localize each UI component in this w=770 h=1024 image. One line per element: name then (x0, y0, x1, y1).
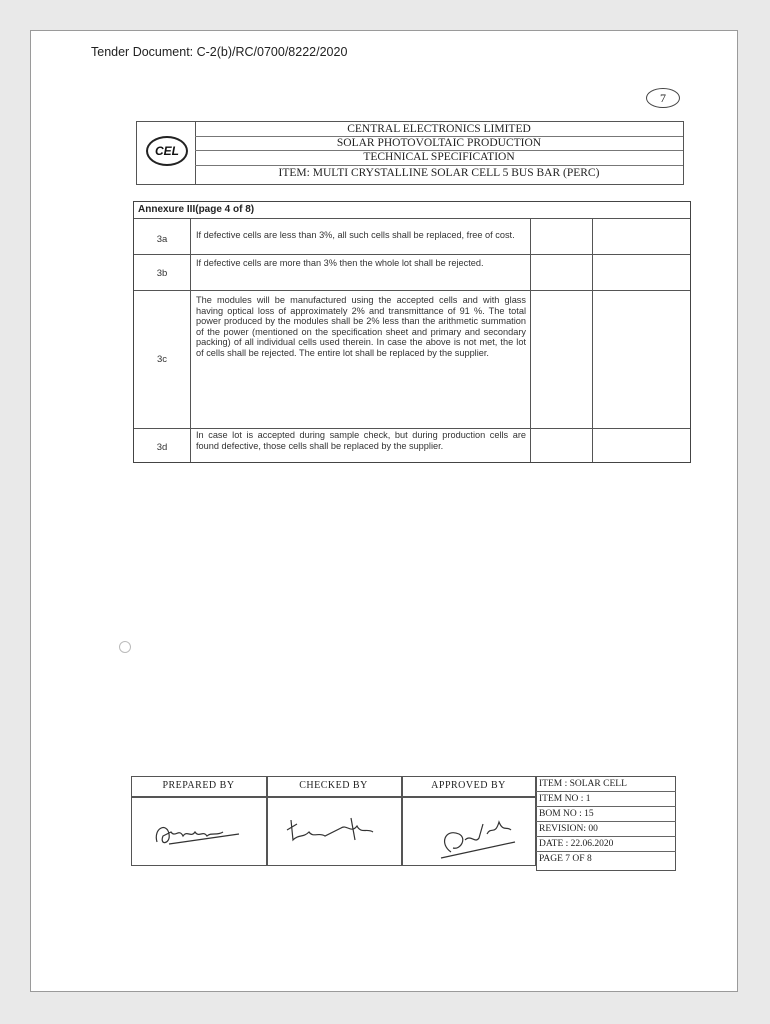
revision-number: REVISION: 00 (536, 822, 676, 837)
cel-logo: CEL (146, 136, 188, 166)
checked-by-label: CHECKED BY (299, 780, 368, 791)
signoff-block (131, 776, 676, 871)
punch-hole-mark (119, 641, 131, 653)
annexure-title: Annexure III(page 4 of 8) (138, 204, 255, 215)
row-text-3c: The modules will be manufactured using the accepted cells and with glass having optical loss of approximately 2% and transmittance of 91 %. The total power produced by the modules shall be 2% less than the arithmetic summation of the power (mentioned on the specification sheet and primary and secondary packing) of all individual cells used therein. In case the above is not met, the lot of cells shall be rejected. The entire lot shall be replaced by the supplier. (196, 295, 526, 358)
document-type: TECHNICAL SPECIFICATION (363, 151, 515, 163)
page-marker: 7 (646, 88, 680, 108)
document-date: DATE : 22.06.2020 (536, 837, 676, 852)
prepared-by-label: PREPARED BY (162, 780, 235, 791)
tender-reference: Tender Document: C-2(b)/RC/0700/8222/2020 (91, 45, 348, 59)
row-text-3b: If defective cells are more than 3% then the whole lot shall be rejected. (196, 258, 484, 268)
division-name: SOLAR PHOTOVOLTAIC PRODUCTION (336, 137, 542, 149)
row-text-3d: In case lot is accepted during sample check, but during production cells are found defective, those cells shall be replaced by the supplier. (196, 430, 526, 451)
checked-signature (281, 812, 391, 848)
row-text-3a: If defective cells are less than 3%, all such cells shall be replaced, free of cost. (196, 230, 515, 240)
company-name: CENTRAL ELECTRONICS LIMITED (347, 123, 531, 135)
row-id-3d: 3d (156, 442, 168, 453)
annexure-table (133, 201, 691, 463)
row-id-3b: 3b (156, 268, 168, 279)
prepared-signature (149, 814, 249, 854)
item-label: ITEM : SOLAR CELL (536, 777, 676, 792)
item-number: ITEM NO : 1 (536, 792, 676, 807)
item-title: ITEM: MULTI CRYSTALLINE SOLAR CELL 5 BUS BAR (PERC) (278, 167, 600, 179)
approved-by-label: APPROVED BY (431, 780, 506, 791)
row-id-3c: 3c (156, 354, 168, 365)
page-count: PAGE 7 OF 8 (539, 854, 592, 864)
document-page (30, 30, 738, 992)
row-id-3a: 3a (156, 234, 168, 245)
logo-cell (137, 122, 196, 184)
approved-signature (431, 804, 531, 864)
spec-header (136, 121, 684, 185)
bom-number: BOM NO : 15 (536, 807, 676, 822)
